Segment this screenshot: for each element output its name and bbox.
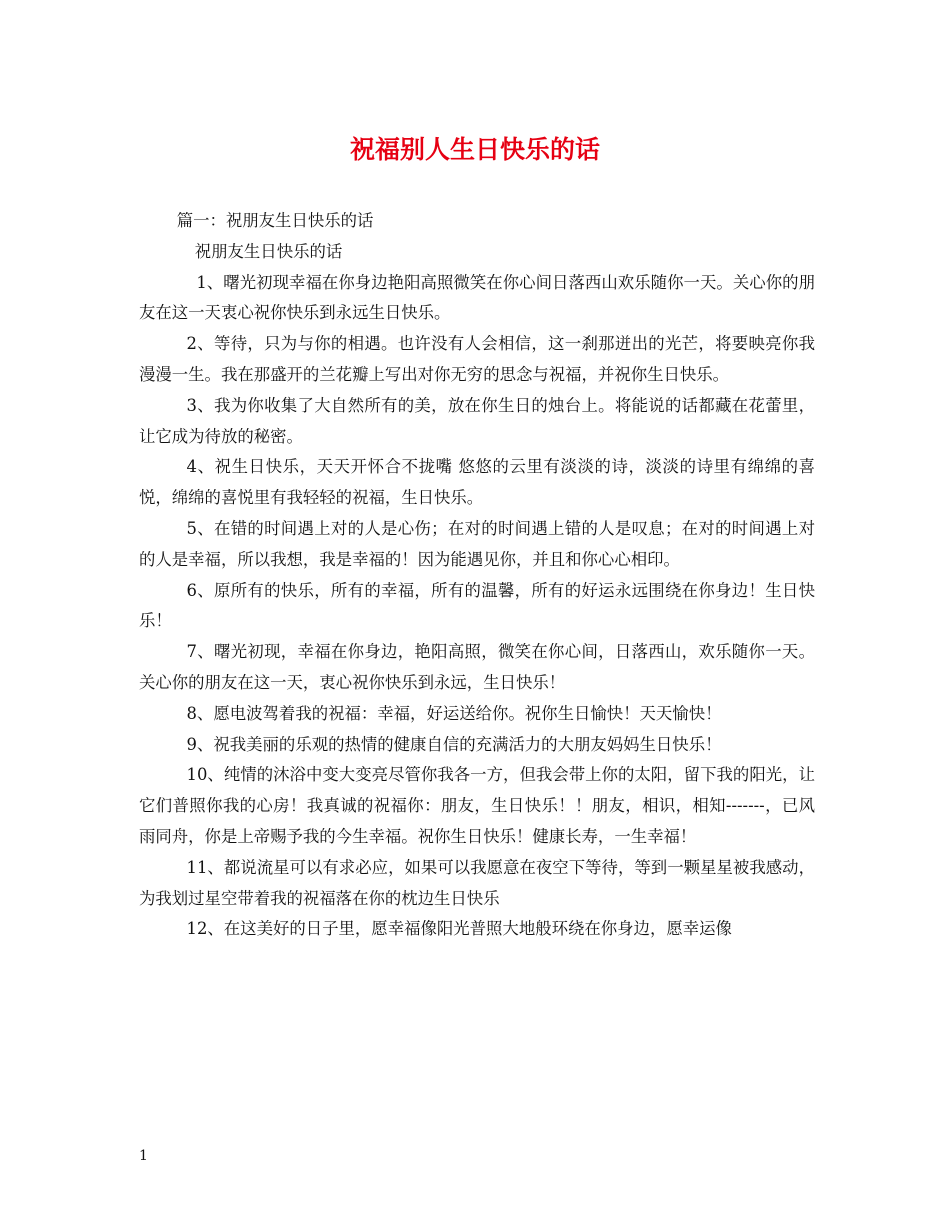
section-heading: 篇一：祝朋友生日快乐的话 bbox=[176, 211, 374, 230]
document-body bbox=[139, 206, 815, 945]
paragraph-1: 1、曙光初现幸福在你身边艳阳高照微笑在你心间日落西山欢乐随你一天。关心你的朋友在这一天衷心祝你快乐到永远生日快乐。 bbox=[139, 272, 815, 323]
page-number: 1 bbox=[139, 1148, 148, 1164]
paragraph-8: 8、愿电波驾着我的祝福：幸福，好运送给你。祝你生日愉快！天天愉快！ bbox=[186, 703, 722, 723]
document-title: 祝福别人生日快乐的话 bbox=[349, 135, 600, 164]
paragraph-5: 5、在错的时间遇上对的人是心伤；在对的时间遇上错的人是叹息；在对的时间遇上对的人是幸福，所以我想，我是幸福的！因为能遇见你，并且和你心心相印。 bbox=[139, 518, 815, 569]
paragraph-11: 11、都说流星可以有求必应，如果可以我愿意在夜空下等待，等到一颗星星被我感动，为我划过星空带着我的祝福落在你的枕边生日快乐 bbox=[139, 857, 815, 908]
paragraph-6: 6、原所有的快乐，所有的幸福，所有的温馨，所有的好运永远围绕在你身边！生日快乐！ bbox=[139, 580, 815, 631]
paragraph-3: 3、我为你收集了大自然所有的美，放在你生日的烛台上。将能说的话都藏在花蕾里，让它成为待放的秘密。 bbox=[139, 395, 815, 446]
paragraph-12: 12、在这美好的日子里，愿幸福像阳光普照大地般环绕在你身边，愿幸运像 bbox=[186, 919, 732, 939]
paragraph-7: 7、曙光初现，幸福在你身边，艳阳高照，微笑在你心间，日落西山，欢乐随你一天。关心你的朋友在这一天，衷心祝你快乐到永远，生日快乐！ bbox=[139, 642, 815, 692]
subheading: 祝朋友生日快乐的话 bbox=[194, 241, 343, 261]
paragraph-2: 2、等待，只为与你的相遇。也许没有人会相信，这一刹那迸出的光芒，将要映亮你我漫漫一生。我在那盛开的兰花瓣上写出对你无穷的思念与祝福，并祝你生日快乐。 bbox=[139, 334, 815, 384]
paragraph-4: 4、祝生日快乐，天天开怀合不拢嘴 悠悠的云里有淡淡的诗，淡淡的诗里有绵绵的喜悦，绵绵的喜悦里有我轻轻的祝福，生日快乐。 bbox=[139, 457, 815, 508]
paragraph-9: 9、祝我美丽的乐观的热情的健康自信的充满活力的大朋友妈妈生日快乐！ bbox=[186, 734, 722, 754]
paragraph-10: 10、纯情的沐浴中变大变亮尽管你我各一方，但我会带上你的太阳，留下我的阳光，让它们普照你我的心房！我真诚的祝福你：朋友，生日快乐！！朋友，相识，相知-------，已风雨同舟，你是上帝赐予我的今生幸福。祝你生日快乐！健康长寿，一生幸福！ bbox=[139, 765, 815, 846]
